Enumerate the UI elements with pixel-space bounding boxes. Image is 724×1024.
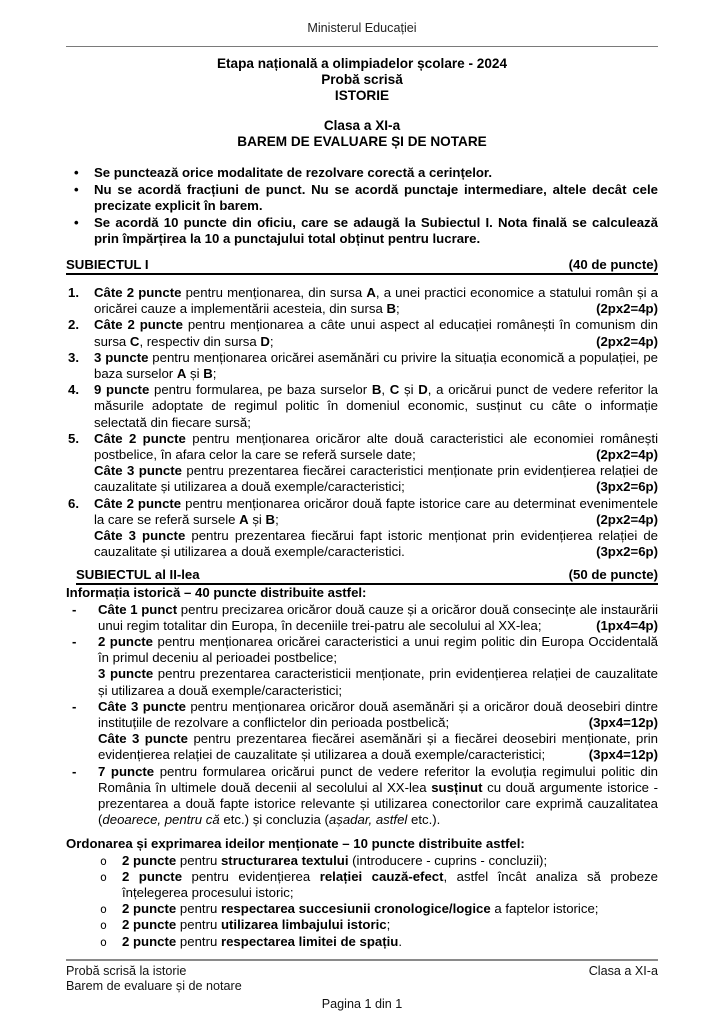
text-run: respectarea succesiunii cronologice/logice: [220, 901, 491, 917]
list-item: [66, 382, 658, 431]
text-run: .: [398, 933, 403, 949]
ordering-heading: Ordonarea și exprimarea ideilor menționate – 10 puncte distribuite astfel:: [66, 836, 525, 852]
text-run: D: [418, 382, 428, 398]
text-run: pentru: [176, 933, 221, 949]
text-run: Câte 2 puncte: [94, 495, 182, 511]
document-content: [66, 0, 658, 950]
barem-title: BAREM DE EVALUARE ȘI DE NOTARE: [237, 134, 487, 149]
text-run: (introducere - cuprins - concluzii);: [348, 852, 548, 868]
item-marker: 3.: [68, 349, 79, 365]
info-heading: Informația istorică – 40 puncte distribuite astfel:: [66, 585, 367, 601]
text-run: 2 puncte: [122, 933, 177, 949]
subject2-heading: [76, 566, 658, 585]
text-run: Câte 3 puncte: [94, 528, 186, 544]
class-title: Clasa a XI-a: [323, 118, 401, 133]
subject-name: ISTORIE: [334, 88, 390, 103]
text-run: pentru menționarea oricăror două fapte istorice care au determinat evenimentele la care se referă sursele: [94, 495, 658, 527]
text-run: pentru prezentarea fiecărei caracteristici menționate prin evidențierea relației de cauzalitate și utilizarea a două exemple/caracteristici;: [94, 463, 658, 495]
item-marker: o: [100, 934, 107, 949]
text-run: și: [399, 382, 419, 398]
text-run: pentru menționarea oricăror două asemănări și a oricăror două deosebiri dintre instituțiile de rezolvare a conflictelor din perioada postbelică;: [98, 698, 658, 731]
text-run: A: [239, 511, 249, 527]
text-run: , a unei practici economice a statului român și a oricărei cauze a implementării acesteia, din sursa: [94, 284, 658, 317]
points-value: (3px2=6p): [596, 544, 658, 560]
text-run: pentru menționarea oricăror alte două caracteristici ale economiei românești postbelice, în afara celor la care se referă sursele date;: [94, 430, 658, 462]
text-run: , a oricărui punct de vedere referitor la măsurile adoptate de regimul politic în domeniul economic, susținut cu câte o informație selectată din fiecare sursă;: [94, 382, 658, 430]
text-run: pentru: [176, 852, 221, 868]
list-item: [66, 699, 658, 731]
text-run: B: [203, 365, 213, 381]
list-item: [66, 869, 658, 901]
text-run: Câte 2 puncte: [94, 430, 186, 446]
text-run: pentru menționarea oricărei caracteristici a unui regim politic din Europa Occidentală în primul deceniu al perioadei postbelice;: [98, 634, 658, 666]
text-run: Câte 2 puncte: [94, 284, 182, 300]
text-run: ;: [269, 333, 274, 349]
points-value: (3px4=12p): [588, 715, 658, 731]
text-run: pentru precizarea oricăror două cauze și a oricăror două consecințe ale instaurării unui regim totalitar din Europa, în deceniile trei-patru ale secolului al XX-lea;: [98, 601, 659, 633]
points-value: (2px2=4p): [596, 333, 658, 349]
text-run: A: [366, 284, 376, 300]
list-item: • Nu se acordă fracțiuni de punct. Nu se acordă punctaje intermediare, altele decât cele precizate explicit în barem.: [74, 181, 658, 214]
page-number: Pagina 1 din 1: [321, 996, 403, 1011]
text-run: A: [176, 365, 187, 381]
text-run: respectarea limitei de spațiu: [220, 933, 399, 949]
text-run: pentru formularea oricărui punct de vedere referitor la evoluția regimului politic din România în ultimele două decenii al secolului al XX-lea: [98, 763, 658, 795]
text-run: pentru prezentarea fiecărei asemănări și a fiecărei deosebiri menționate, prin evidențierea relației de cauzalitate și utilizarea a două exemple/caracteristici;: [98, 731, 658, 763]
item-marker: 4.: [68, 382, 79, 398]
subject2-list: [66, 602, 658, 829]
list-item: [66, 934, 658, 950]
footer-left-block: [66, 964, 242, 995]
text-run: 9 puncte: [94, 382, 150, 398]
text-run: 2 puncte: [122, 917, 177, 933]
footer: [66, 959, 658, 1013]
item-marker: -: [72, 763, 77, 779]
exam-stage-title: Etapa națională a olimpiadelor școlare - 2024: [216, 56, 508, 71]
general-rules-list: [66, 165, 658, 248]
text-run: ;: [212, 365, 217, 381]
text-run: 2 puncte: [98, 634, 154, 650]
text-run: cu două argumente istorice - prezentarea a două fapte istorice relevante și utilizarea conectorilor care exprimă cauzalitatea (: [98, 779, 658, 828]
header-title-block: [66, 56, 658, 104]
list-item: • Se acordă 10 puncte din oficiu, care se adaugă la Subiectul I. Nota finală se calculează prin împărțirea la 10 a punctajului total obținut pentru lucrare.: [74, 214, 658, 247]
list-item: [66, 917, 658, 933]
list-item: [66, 901, 658, 917]
footer-exam-type: Probă scrisă la istorie: [66, 963, 187, 978]
class-title-block: [66, 118, 658, 150]
text-run: susținut: [431, 779, 483, 795]
text-run: pentru menționarea, din sursa: [181, 284, 367, 300]
text-run: , astfel încât analiza să probeze înțelegerea procesului istoric;: [122, 868, 659, 901]
list-item: [66, 285, 658, 317]
points-value: (1px4=4p): [596, 617, 658, 633]
text-run: relației cauză-efect: [319, 868, 444, 884]
points-value: (2px2=4p): [596, 301, 658, 317]
text-run: B: [386, 301, 396, 317]
list-item: [66, 496, 658, 528]
text-run: D: [260, 333, 270, 349]
text-run: C: [129, 333, 140, 349]
text-run: pentru menționarea a câte unui aspect al educației românești în comunism din sursa: [94, 317, 659, 349]
item-marker: o: [100, 869, 107, 884]
text-run: 3 puncte: [94, 349, 149, 365]
points-value: (2px2=4p): [596, 447, 658, 462]
text-run: etc.) și concluzia (: [219, 812, 329, 828]
item-marker: •: [74, 181, 79, 197]
text-run: Câte 3 puncte: [94, 463, 182, 479]
list-item: [66, 764, 658, 829]
text-run: pentru: [176, 917, 221, 933]
item-marker: 1.: [68, 284, 79, 300]
ordering-list: [66, 853, 658, 950]
text-run: utilizarea limbajului istoric: [220, 917, 387, 933]
subject2-title: SUBIECTUL al II-lea: [76, 567, 200, 583]
text-run: 2 puncte: [122, 868, 183, 884]
list-item: [66, 463, 658, 495]
text-run: pentru evidențierea: [182, 868, 320, 884]
text-run: structurarea textului: [220, 852, 349, 868]
text-run: , respectiv din sursa: [139, 333, 261, 349]
text-run: 3 puncte: [98, 666, 154, 682]
text-run: 2 puncte: [122, 852, 177, 868]
item-marker: -: [72, 634, 77, 650]
text-run: așadar, astfel: [328, 812, 408, 828]
text-run: Câte 2 puncte: [94, 317, 183, 333]
list-item: • Se punctează orice modalitate de rezolvare corectă a cerințelor.: [74, 165, 492, 180]
item-marker: o: [100, 902, 107, 917]
footer-class: Clasa a XI-a: [588, 963, 658, 978]
text-run: și: [186, 365, 204, 381]
text-run: pentru: [176, 901, 221, 917]
text-run: pentru prezentarea caracteristicii menționate, prin evidențierea relației de cauzalitate și utilizarea a două exemple/caracteristici;: [98, 666, 658, 698]
footer-rule: [66, 959, 658, 961]
text-run: Câte 3 puncte: [98, 698, 186, 714]
ministry-title: Ministerul Educației: [307, 21, 417, 35]
points-value: (2px2=4p): [596, 511, 658, 527]
item-marker: 2.: [68, 317, 79, 333]
exam-type: Probă scrisă: [321, 72, 403, 87]
subject2-points: (50 de puncte): [568, 567, 658, 583]
text-run: pentru prezentarea fiecărui fapt istoric menționat prin evidențierea relației de cauzalitate și utilizarea a două exemple/caracteristici.: [94, 528, 658, 560]
list-item: [66, 666, 658, 698]
item-marker: 5.: [68, 430, 79, 446]
list-item: [66, 350, 658, 382]
item-marker: 6.: [68, 495, 79, 511]
item-marker: •: [74, 214, 79, 230]
subject1-title: SUBIECTUL I: [66, 256, 149, 272]
text-run: pentru menționarea oricărei asemănări cu privire la situația economică a populației, pe baza surselor: [94, 349, 658, 381]
text-run: a faptelor istorice;: [490, 901, 599, 917]
header-rule: [66, 46, 658, 47]
footer-barem: Barem de evaluare și de notare: [66, 979, 242, 993]
text-run: B: [265, 511, 276, 527]
list-item: [66, 431, 658, 463]
item-marker: o: [100, 918, 107, 933]
list-item: [66, 602, 658, 634]
text-run: Câte 3 puncte: [98, 731, 189, 747]
item-marker: •: [74, 165, 79, 180]
text-run: etc.).: [407, 812, 441, 828]
list-item: [66, 528, 658, 560]
text-run: ;: [275, 511, 279, 527]
text-run: ;: [396, 301, 400, 317]
points-value: (3px2=6p): [596, 479, 658, 495]
list-item: [66, 634, 658, 666]
item-marker: -: [72, 698, 77, 714]
subject1-heading: [66, 256, 658, 275]
list-item: [66, 853, 658, 869]
list-item: [66, 731, 658, 763]
item-marker: o: [100, 853, 107, 868]
text-run: ;: [386, 917, 391, 933]
text-run: 2 puncte: [122, 901, 177, 917]
text-run: deoarece, pentru că: [102, 812, 220, 828]
text-run: pentru formularea, pe baza surselor: [149, 382, 372, 398]
subject1-list: [66, 285, 658, 560]
item-marker: -: [72, 601, 77, 617]
points-value: (3px4=12p): [588, 747, 658, 763]
text-run: 7 puncte: [98, 763, 155, 779]
text-run: ,: [381, 382, 390, 398]
text-run: B: [371, 382, 382, 398]
text-run: Câte 1 punct: [98, 601, 178, 617]
text-run: și: [248, 511, 266, 527]
list-item: [66, 317, 658, 349]
text-run: C: [389, 382, 400, 398]
subject1-points: (40 de puncte): [568, 256, 658, 272]
